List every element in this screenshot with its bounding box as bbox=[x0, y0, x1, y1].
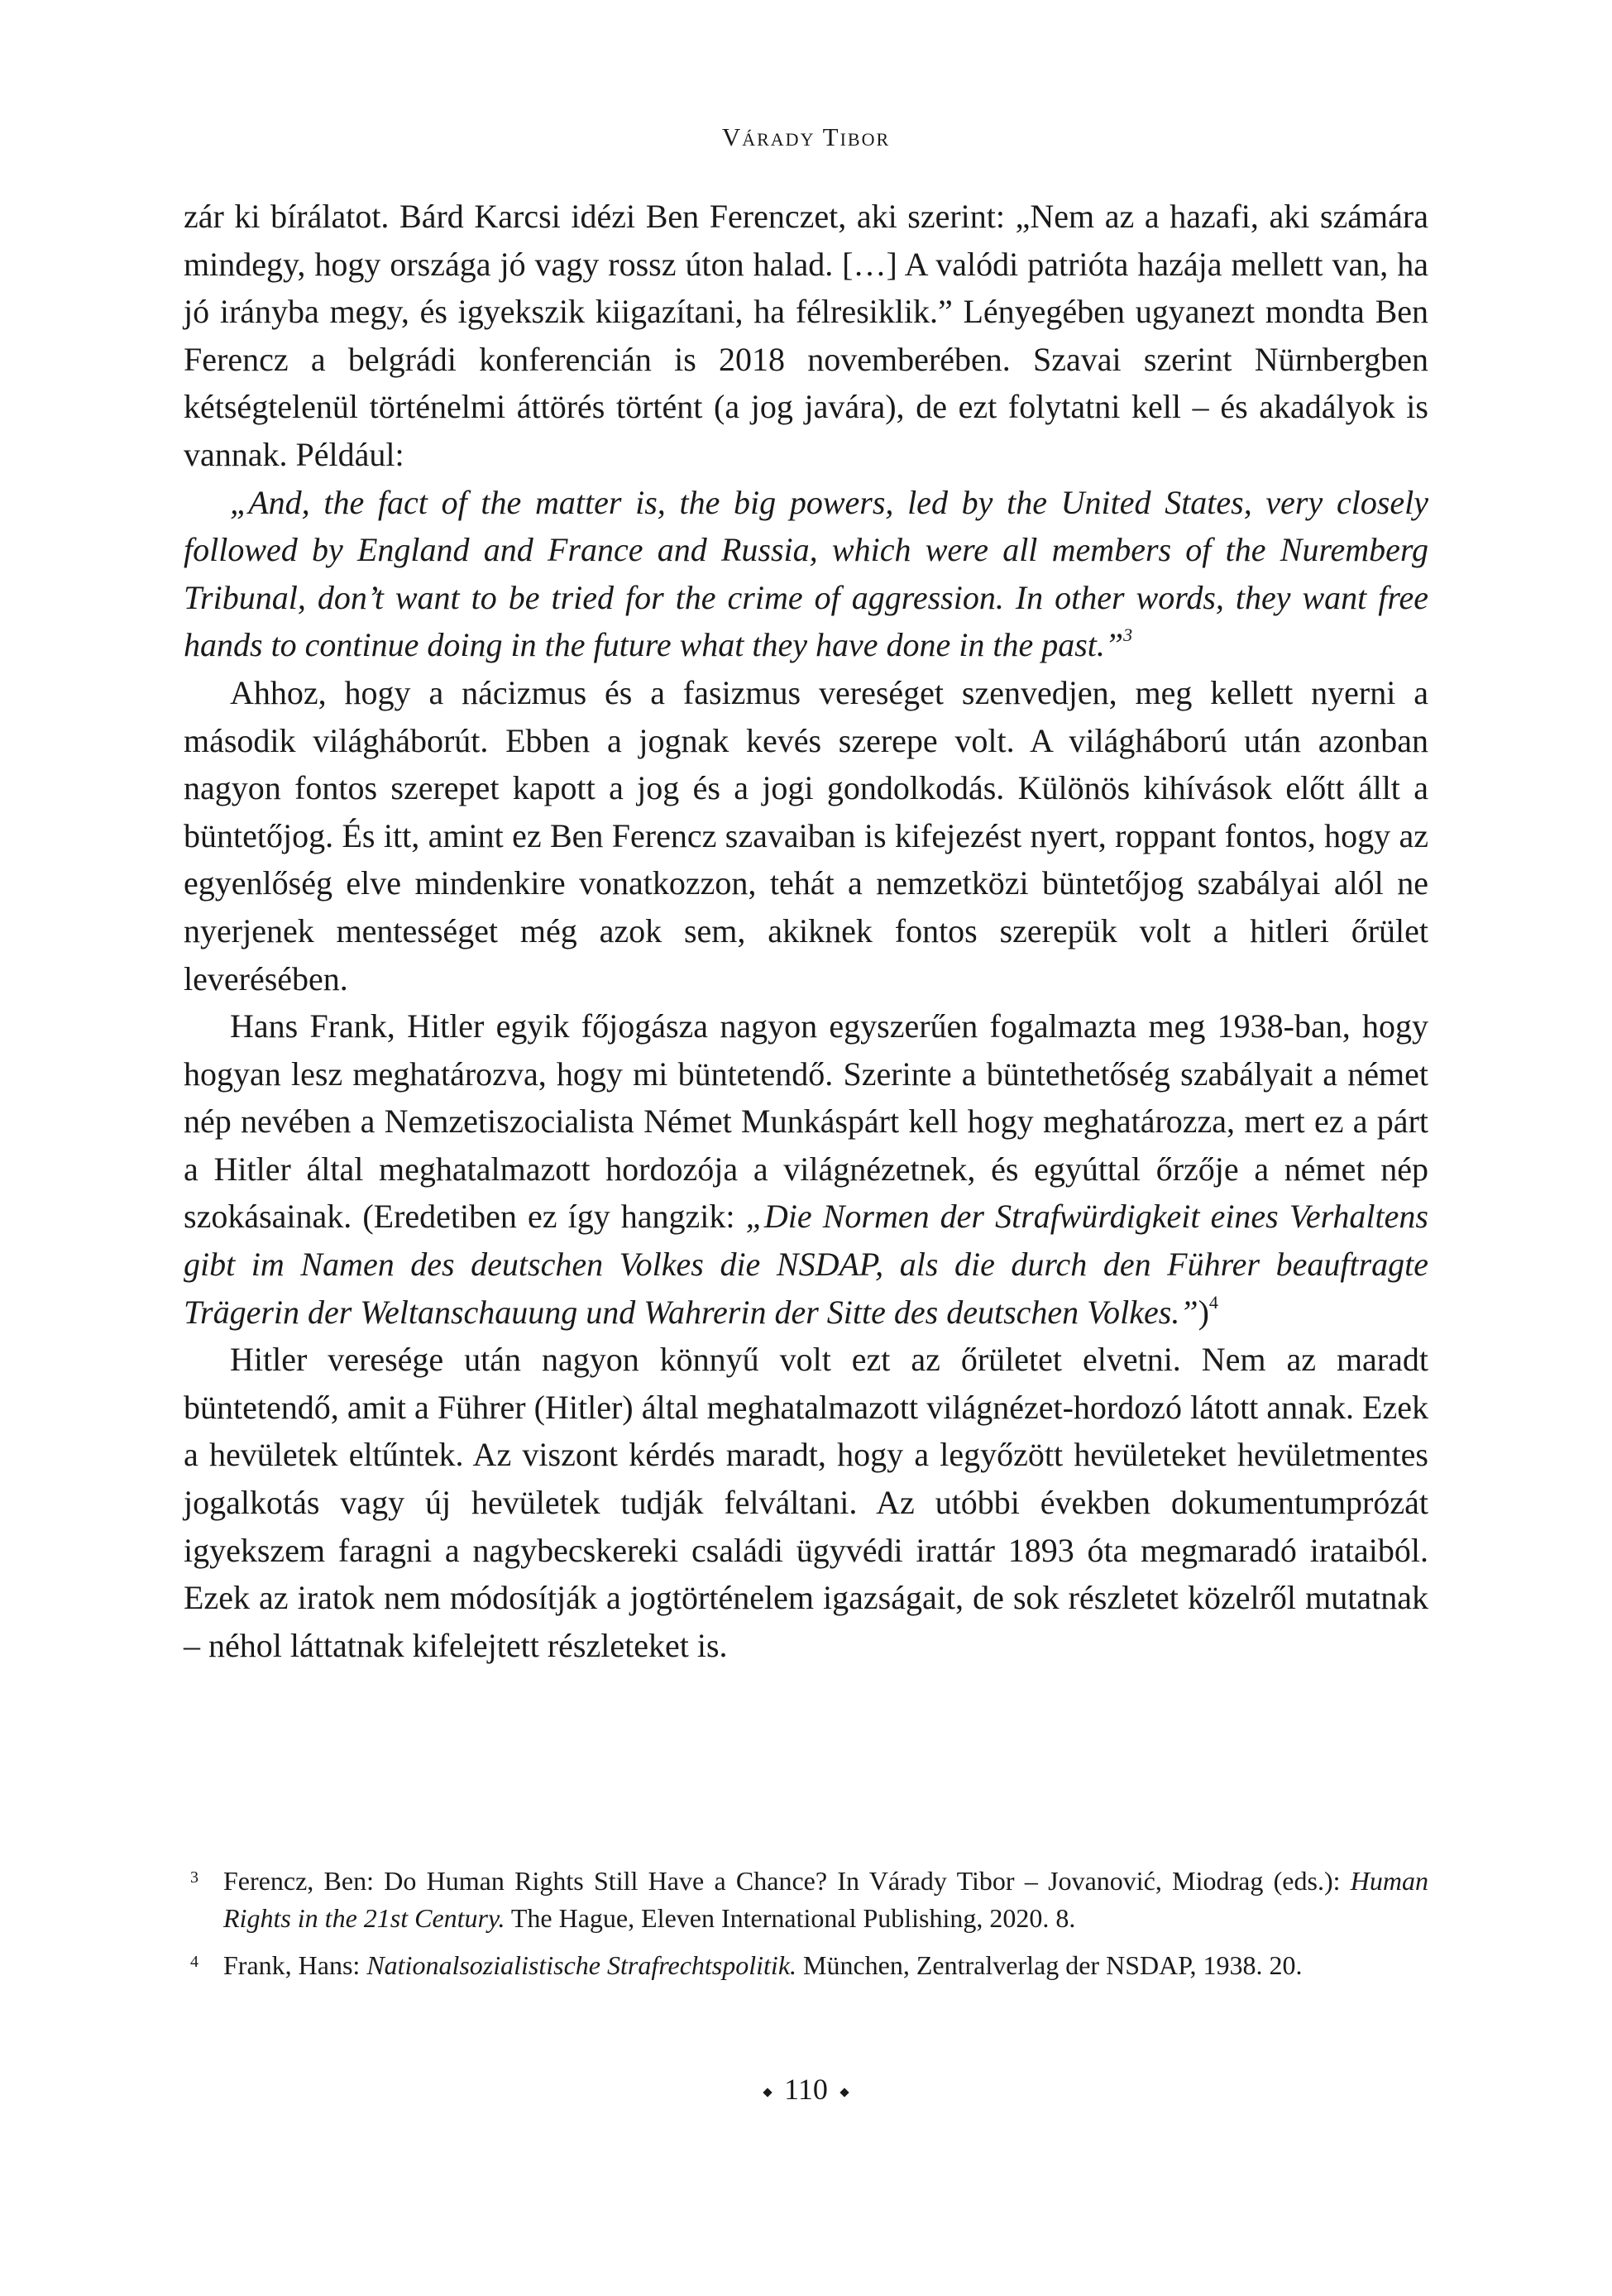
footnote-text-end: München, Zentralverlag der NSDAP, 1938. 20. bbox=[796, 1950, 1303, 1980]
footnote-title: Human Rights in the 21st Century. bbox=[223, 1866, 1428, 1933]
footnote-text-end: The Hague, Eleven International Publishing, 2020. 8. bbox=[505, 1903, 1076, 1933]
paragraph-4: Hitler veresége után nagyon könnyű volt ezt az őrületet elvetni. Nem az maradt büntetendő, amit a Führer (Hitler) által meghatalmazott világnézet-hordozó látott annak. Ezek a hevületek eltűntek. Az viszont kérdés maradt, hogy a legyőzött hevületeket hevületmentes jogalkotás vagy új hevületek tudják felváltani. Az utóbbi években dokumentumprózát igyekszem faragni a nagybecskereki családi ügyvédi irattár 1893 óta megmaradó irataiból. Ezek az iratok nem módosítják a jogtörténelem igazságait, de sok részletet közelről mutatnak – néhol láttatnak kifelejtett részleteket is. bbox=[184, 1341, 1428, 1664]
footnote-text: Ferencz, Ben: Do Human Rights Still Have a Chance? In Várady Tibor – Jovanović, Miodrag (eds.): bbox=[223, 1866, 1351, 1896]
body-text bbox=[184, 193, 1428, 1669]
footnote-3 bbox=[184, 1863, 1428, 1937]
paragraph-1: zár ki bírálatot. Bárd Karcsi idézi Ben Ferenczet, aki szerint: „Nem az a hazafi, aki számára mindegy, hogy országa jó vagy rossz úton halad. […] A valódi patrióta hazája mellett van, ha jó irányba megy, és igyekszik kiigazítani, ha félresiklik.” Lényegében ugyanezt mondta Ben Ferencz a belgrádi konferencián is 2018 novemberében. Szavai szerint Nürnbergben kétségtelenül történelmi áttörés történt (a jog javára), de ezt folytatni kell – és akadályok is vannak. Például: bbox=[184, 198, 1428, 473]
block-quote bbox=[184, 479, 1428, 669]
footnote-number: 3 bbox=[190, 1868, 199, 1887]
footnote-ref-3[interactable]: 3 bbox=[1123, 624, 1133, 646]
paragraph-3-close: ) bbox=[1198, 1293, 1209, 1331]
paragraph-3 bbox=[184, 1002, 1428, 1336]
footnote-title: Nationalsozialistische Strafrechtspolitik. bbox=[366, 1950, 797, 1980]
footnote-number: 4 bbox=[190, 1953, 199, 1971]
bullet-left-icon bbox=[763, 2088, 772, 2097]
paragraph-2: Ahhoz, hogy a nácizmus és a fasizmus vereséget szenvedjen, meg kellett nyerni a második világháborút. Ebben a jognak kevés szerepe volt. A világháború után azonban nagyon fontos szerepet kapott a jog és a jogi gondolkodás. Különös kihívások előtt állt a büntetőjog. És itt, amint ez Ben Ferencz szavaiban is kifejezést nyert, roppant fontos, hogy az egyenlőség elve mindenkire vonatkozzon, tehát a nemzetközi büntetőjog szabályai alól ne nyerjenek mentességet még azok sem, akiknek fontos szerepük volt a hitleri őrület leverésében. bbox=[184, 673, 1428, 997]
page-number: 110 bbox=[784, 2073, 828, 2106]
quote-text: „And, the fact of the matter is, the big powers, led by the United States, very closely followed by England and France and Russia, which were all members of the Nuremberg Tribunal, don’t want to be tried for the crime of aggression. In other words, they want free hands to continue doing in the future what they have done in the past.” bbox=[184, 483, 1428, 664]
german-quote: „Die Normen der Strafwürdigkeit eines Verhaltens gibt im Namen des deutschen Volkes die NSDAP, als die durch den Führer beauftragte Trägerin der Weltanschauung und Wahrerin der Sitte des deutschen Volkes.” bbox=[184, 1198, 1428, 1331]
page-number-footer bbox=[184, 2071, 1428, 2107]
footnote-text: Frank, Hans: bbox=[223, 1950, 367, 1980]
bullet-right-icon bbox=[839, 2088, 849, 2097]
paragraph-3-text: Hans Frank, Hitler egyik főjogásza nagyon egyszerűen fogalmazta meg 1938-ban, hogy hogyan lesz meghatározva, hogy mi büntetendő. Szerinte a büntethetőség szabályait a német nép nevében a Nemzetiszocialista Német Munkáspárt kell hogy meghatározza, mert ez a párt a Hitler által meghatalmazott hordozója a világnézetnek, és egyúttal őrzője a német nép szokásainak. (Eredetiben ez így hangzik: bbox=[184, 1007, 1428, 1236]
footnote-ref-4[interactable]: 4 bbox=[1208, 1291, 1218, 1313]
book-page bbox=[184, 0, 1428, 2296]
footnotes bbox=[184, 1863, 1428, 1994]
footnote-4 bbox=[184, 1947, 1428, 1984]
running-head: Várady Tibor bbox=[721, 122, 891, 151]
